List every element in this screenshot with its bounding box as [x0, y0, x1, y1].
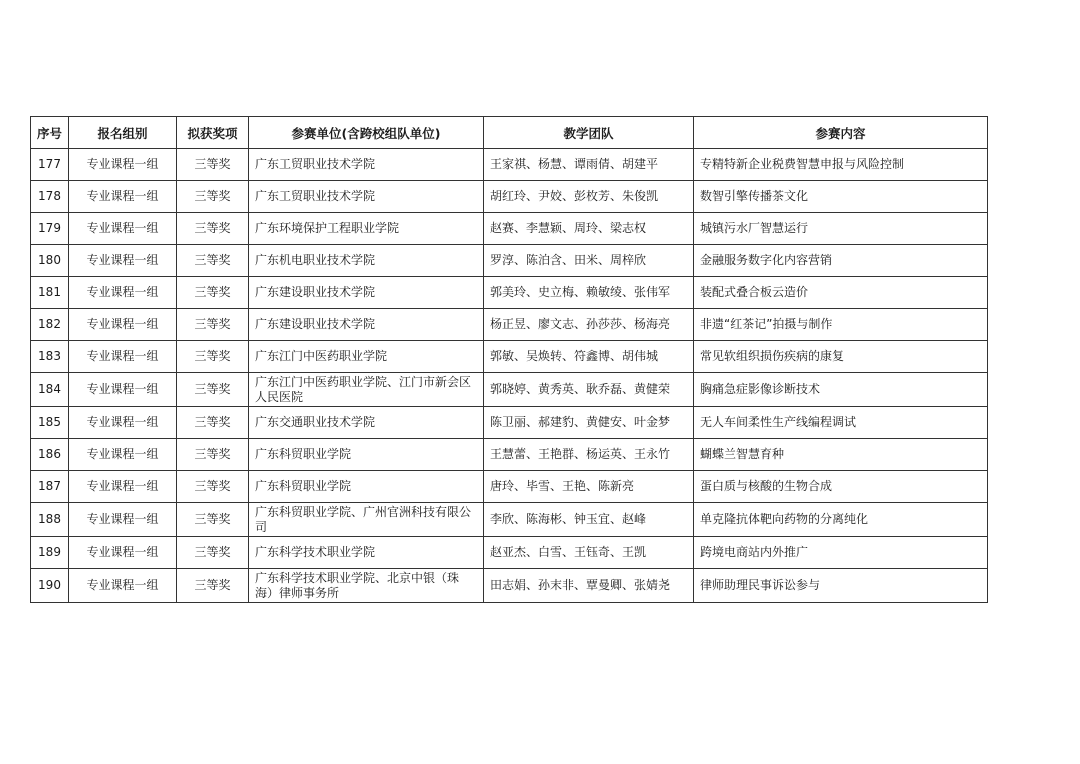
cell-award: 三等奖: [177, 407, 249, 439]
cell-content: 无人车间柔性生产线编程调试: [694, 407, 988, 439]
cell-no: 187: [31, 471, 69, 503]
cell-content: 金融服务数字化内容营销: [694, 245, 988, 277]
cell-team: 郭敏、吴焕转、符鑫博、胡伟城: [484, 341, 694, 373]
cell-group: 专业课程一组: [69, 277, 177, 309]
cell-content: 单克隆抗体靶向药物的分离纯化: [694, 503, 988, 537]
cell-no: 178: [31, 181, 69, 213]
cell-award: 三等奖: [177, 569, 249, 603]
cell-award: 三等奖: [177, 503, 249, 537]
table-row: [31, 341, 988, 373]
cell-team: 唐玲、毕雪、王艳、陈新亮: [484, 471, 694, 503]
cell-team: 李欣、陈海彬、钟玉宜、赵峰: [484, 503, 694, 537]
cell-content: 常见软组织损伤疾病的康复: [694, 341, 988, 373]
cell-award: 三等奖: [177, 439, 249, 471]
table-row: [31, 471, 988, 503]
table-row: [31, 149, 988, 181]
cell-no: 177: [31, 149, 69, 181]
table-row: [31, 537, 988, 569]
cell-group: 专业课程一组: [69, 245, 177, 277]
cell-group: 专业课程一组: [69, 503, 177, 537]
award-table: [30, 116, 988, 603]
table-row: [31, 569, 988, 603]
cell-no: 188: [31, 503, 69, 537]
cell-unit: 广东江门中医药职业学院: [249, 341, 484, 373]
cell-award: 三等奖: [177, 277, 249, 309]
table-row: [31, 373, 988, 407]
cell-no: 181: [31, 277, 69, 309]
cell-group: 专业课程一组: [69, 309, 177, 341]
cell-award: 三等奖: [177, 537, 249, 569]
cell-group: 专业课程一组: [69, 373, 177, 407]
cell-unit: 广东科学技术职业学院: [249, 537, 484, 569]
cell-team: 田志娟、孙末非、覃曼卿、张婧尧: [484, 569, 694, 603]
cell-content: 非遗“红茶记”拍摄与制作: [694, 309, 988, 341]
cell-team: 赵赛、李慧颖、周玲、梁志权: [484, 213, 694, 245]
cell-award: 三等奖: [177, 373, 249, 407]
cell-no: 185: [31, 407, 69, 439]
cell-group: 专业课程一组: [69, 213, 177, 245]
cell-no: 182: [31, 309, 69, 341]
cell-unit: 广东机电职业技术学院: [249, 245, 484, 277]
cell-content: 胸痛急症影像诊断技术: [694, 373, 988, 407]
cell-team: 胡红玲、尹姣、彭枚芳、朱俊凯: [484, 181, 694, 213]
cell-no: 186: [31, 439, 69, 471]
cell-no: 183: [31, 341, 69, 373]
cell-award: 三等奖: [177, 341, 249, 373]
table-row: [31, 213, 988, 245]
header-group: 报名组别: [69, 117, 177, 149]
table-row: [31, 245, 988, 277]
cell-unit: 广东工贸职业技术学院: [249, 181, 484, 213]
cell-content: 装配式叠合板云造价: [694, 277, 988, 309]
cell-content: 数智引擎传播茶文化: [694, 181, 988, 213]
cell-unit: 广东建设职业技术学院: [249, 309, 484, 341]
header-unit: 参赛单位(含跨校组队单位): [249, 117, 484, 149]
cell-content: 蝴蝶兰智慧育种: [694, 439, 988, 471]
table-row: [31, 277, 988, 309]
cell-unit: 广东科学技术职业学院、北京中银（珠海）律师事务所: [249, 569, 484, 603]
cell-content: 跨境电商站内外推广: [694, 537, 988, 569]
cell-team: 郭晓婷、黄秀英、耿乔磊、黄健荣: [484, 373, 694, 407]
cell-group: 专业课程一组: [69, 471, 177, 503]
cell-award: 三等奖: [177, 181, 249, 213]
header-no: 序号: [31, 117, 69, 149]
cell-team: 陈卫丽、郝建豹、黄健安、叶金梦: [484, 407, 694, 439]
cell-unit: 广东科贸职业学院: [249, 471, 484, 503]
header-award: 拟获奖项: [177, 117, 249, 149]
cell-group: 专业课程一组: [69, 149, 177, 181]
cell-team: 王家祺、杨慧、谭雨倩、胡建平: [484, 149, 694, 181]
cell-group: 专业课程一组: [69, 181, 177, 213]
cell-team: 郭美玲、史立梅、赖敏绫、张伟军: [484, 277, 694, 309]
table-row: [31, 439, 988, 471]
cell-award: 三等奖: [177, 149, 249, 181]
cell-team: 罗淳、陈泊含、田米、周梓欣: [484, 245, 694, 277]
cell-no: 184: [31, 373, 69, 407]
cell-unit: 广东环境保护工程职业学院: [249, 213, 484, 245]
table-row: [31, 503, 988, 537]
cell-team: 王慧蕾、王艳群、杨运英、王永竹: [484, 439, 694, 471]
cell-award: 三等奖: [177, 471, 249, 503]
cell-group: 专业课程一组: [69, 569, 177, 603]
cell-unit: 广东工贸职业技术学院: [249, 149, 484, 181]
table-row: [31, 407, 988, 439]
table-header-row: [31, 117, 988, 149]
cell-team: 赵亚杰、白雪、王钰奇、王凯: [484, 537, 694, 569]
table-row: [31, 309, 988, 341]
cell-content: 律师助理民事诉讼参与: [694, 569, 988, 603]
cell-unit: 广东建设职业技术学院: [249, 277, 484, 309]
cell-award: 三等奖: [177, 245, 249, 277]
cell-group: 专业课程一组: [69, 407, 177, 439]
cell-no: 179: [31, 213, 69, 245]
cell-group: 专业课程一组: [69, 537, 177, 569]
cell-group: 专业课程一组: [69, 341, 177, 373]
cell-content: 专精特新企业税费智慧申报与风险控制: [694, 149, 988, 181]
cell-unit: 广东江门中医药职业学院、江门市新会区人民医院: [249, 373, 484, 407]
cell-group: 专业课程一组: [69, 439, 177, 471]
table-row: [31, 181, 988, 213]
cell-unit: 广东科贸职业学院: [249, 439, 484, 471]
cell-no: 180: [31, 245, 69, 277]
cell-unit: 广东交通职业技术学院: [249, 407, 484, 439]
header-team: 教学团队: [484, 117, 694, 149]
cell-content: 城镇污水厂智慧运行: [694, 213, 988, 245]
cell-award: 三等奖: [177, 213, 249, 245]
header-content: 参赛内容: [694, 117, 988, 149]
cell-no: 190: [31, 569, 69, 603]
cell-content: 蛋白质与核酸的生物合成: [694, 471, 988, 503]
cell-no: 189: [31, 537, 69, 569]
cell-award: 三等奖: [177, 309, 249, 341]
cell-unit: 广东科贸职业学院、广州官洲科技有限公司: [249, 503, 484, 537]
cell-team: 杨正昱、廖文志、孙莎莎、杨海亮: [484, 309, 694, 341]
